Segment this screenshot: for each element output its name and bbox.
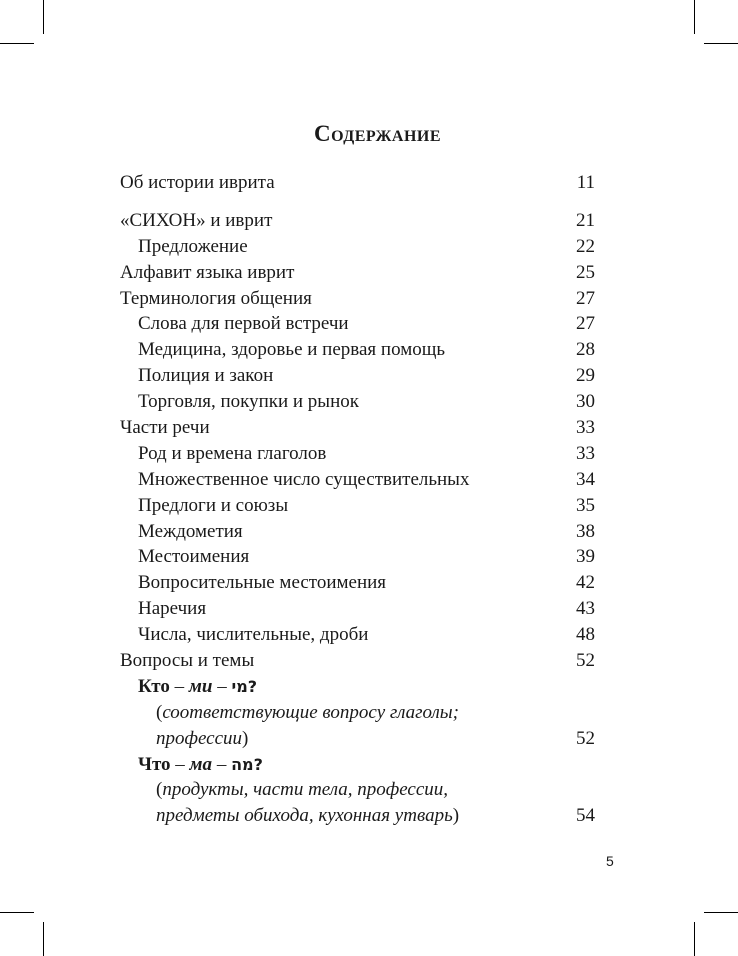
page-title: Содержание — [313, 121, 442, 146]
question-translit: ма — [189, 753, 213, 775]
toc-entry-page: 39 — [576, 546, 595, 568]
toc-entry-label: Алфавит языка иврит — [120, 261, 295, 283]
toc-entry-page: 35 — [576, 494, 595, 516]
question-word: Что — [138, 753, 171, 775]
toc-entry-label: Торговля, покупки и рынок — [138, 391, 359, 413]
toc-entry-label: Слова для первой встречи — [138, 313, 349, 335]
toc-entry[interactable] — [120, 363, 595, 389]
toc-entry-label: «СИХОН» и иврит — [120, 209, 273, 231]
toc-entry-label: Множественное число существительных — [138, 468, 470, 490]
toc-question-desc[interactable]: профессии) 52 — [120, 726, 595, 752]
toc-question-heading[interactable]: Кто – ми – ?מי — [138, 675, 258, 697]
crop-mark — [704, 912, 738, 913]
toc-entry[interactable] — [120, 389, 595, 415]
crop-mark — [694, 922, 695, 956]
toc-entry-page: 21 — [576, 209, 595, 231]
crop-mark — [43, 922, 44, 956]
question-word: Кто — [138, 675, 170, 697]
question-hebrew: ?מה — [231, 754, 263, 774]
toc-entry-label: Полиция и закон — [138, 365, 274, 387]
toc-question-desc[interactable]: (продукты, части тела, профессии, — [156, 779, 449, 801]
toc-entry[interactable] — [120, 622, 595, 648]
question-desc-line: продукты, части тела, профессии, — [162, 779, 449, 801]
question-desc-line: соответствующие вопросу глаголы; — [162, 701, 459, 723]
page-number: 5 — [606, 853, 614, 869]
toc-entry-page: 25 — [576, 261, 595, 283]
toc-entry[interactable] — [120, 648, 595, 674]
toc-entry-page: 34 — [576, 468, 595, 490]
toc-entry-page: 11 — [576, 172, 595, 193]
toc-entry[interactable] — [120, 467, 595, 493]
toc-entry-page: 38 — [576, 520, 595, 542]
toc-entry[interactable] — [120, 441, 595, 467]
question-desc-line: профессии — [156, 727, 243, 749]
crop-mark — [704, 43, 738, 44]
toc-entry-label: Местоимения — [138, 546, 250, 568]
crop-mark — [0, 912, 34, 913]
toc-entry-label: Вопросы и темы — [120, 650, 255, 672]
toc-entry-label: Вопросительные местоимения — [138, 572, 387, 594]
toc-entry-label: Числа, числительные, дроби — [138, 624, 369, 646]
toc-entry-page: 29 — [576, 365, 595, 387]
toc-entry[interactable] — [120, 596, 595, 622]
toc-entry-page: 48 — [576, 624, 595, 646]
question-translit: ми — [188, 675, 213, 697]
toc-entry[interactable] — [120, 415, 595, 441]
toc-entry-page: 30 — [576, 391, 595, 413]
toc-entry-page: 33 — [576, 442, 595, 464]
toc-entry-label: Междометия — [138, 520, 243, 542]
toc-entry-page: 22 — [576, 235, 595, 257]
toc-entry-label: Медицина, здоровье и первая помощь — [138, 339, 446, 361]
toc-entry-page: 52 — [576, 727, 595, 749]
question-desc-line: предметы обихода, кухонная утварь — [156, 805, 453, 827]
toc-question-desc[interactable]: (соответствующие вопросу глаголы; — [156, 701, 459, 723]
toc-entry-page: 27 — [576, 313, 595, 335]
toc-entry-label: Терминология общения — [120, 287, 312, 309]
toc-entry-page: 52 — [576, 650, 595, 672]
toc-entry[interactable] — [120, 311, 595, 337]
toc-entry-label: Части речи — [120, 417, 210, 439]
toc-entry-label: Предложение — [138, 235, 248, 257]
toc-entry-label: Наречия — [138, 598, 207, 620]
toc-entry[interactable] — [120, 493, 595, 519]
toc-entry[interactable] — [120, 234, 595, 260]
toc-entry-page: 28 — [576, 339, 595, 361]
toc-entry[interactable] — [120, 570, 595, 596]
toc-entry[interactable] — [120, 260, 595, 286]
crop-mark — [0, 43, 34, 44]
toc-entry-page: 43 — [576, 598, 595, 620]
toc-entry-page: 27 — [576, 287, 595, 309]
toc-entry-label: Род и времена глаголов — [138, 442, 327, 464]
toc-entry[interactable] — [120, 286, 595, 312]
toc-entry-page: 54 — [576, 805, 595, 827]
question-hebrew: ?מי — [231, 676, 258, 696]
toc-entry[interactable] — [120, 544, 595, 570]
toc-entry[interactable] — [120, 208, 595, 234]
toc-entry-page: 42 — [576, 572, 595, 594]
toc-entry-label: Об истории иврита — [120, 172, 275, 193]
crop-mark — [694, 0, 695, 34]
toc-entry[interactable] — [120, 170, 595, 196]
toc-question-desc[interactable]: предметы обихода, кухонная утварь) 54 — [120, 803, 595, 829]
toc-question-heading[interactable]: Что – ма – ?מה — [138, 753, 263, 775]
toc-entry-label: Предлоги и союзы — [138, 494, 289, 516]
table-of-contents — [120, 170, 595, 829]
toc-entry[interactable] — [120, 519, 595, 545]
crop-mark — [43, 0, 44, 34]
toc-entry[interactable] — [120, 337, 595, 363]
toc-entry-page: 33 — [576, 417, 595, 439]
